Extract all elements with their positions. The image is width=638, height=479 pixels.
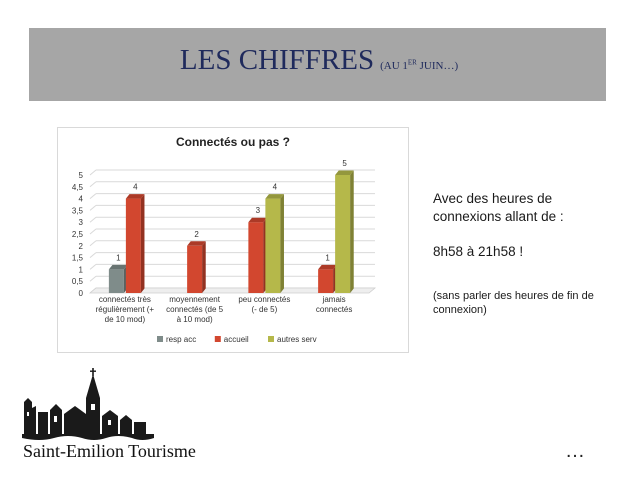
slide-subtitle <box>380 60 458 72</box>
side-text-line1: Avec des heures de <box>433 191 553 206</box>
gridline-depth <box>90 194 96 199</box>
data-label: 1 <box>116 253 121 263</box>
side-text-line3: 8h58 à 21h58 ! <box>433 244 524 259</box>
subtitle-post: JUIN…) <box>416 60 459 72</box>
bar <box>335 175 350 293</box>
data-label: 2 <box>194 229 199 239</box>
data-label: 4 <box>133 182 138 192</box>
gridline-depth <box>90 182 96 187</box>
y-tick-label: 2,5 <box>71 230 83 239</box>
legend-label: resp acc <box>166 335 197 344</box>
bar <box>109 269 124 293</box>
data-label: 5 <box>342 159 347 168</box>
bar <box>126 199 141 293</box>
bar <box>265 199 280 293</box>
legend-swatch <box>157 336 163 342</box>
chart-title: Connectés ou pas ? <box>175 135 291 149</box>
bar-side <box>202 241 206 293</box>
x-tick-label: à 10 mod) <box>176 315 213 324</box>
data-label: 4 <box>272 182 278 192</box>
y-tick-label: 4,5 <box>71 182 83 192</box>
gridline-depth <box>90 253 96 258</box>
x-tick-label: connectés <box>315 305 353 314</box>
more-ellipsis: … <box>565 440 586 462</box>
bar-side <box>350 171 354 294</box>
data-label: 1 <box>325 253 330 263</box>
x-tick-label: régulièrement (+ <box>95 305 155 314</box>
bar <box>187 246 202 293</box>
y-tick-label: 4 <box>78 194 83 204</box>
gridline-depth <box>90 205 96 210</box>
y-tick-label: 1 <box>78 265 83 275</box>
x-tick-label: de 10 mod) <box>104 315 146 324</box>
bar-chart <box>57 127 409 353</box>
bar-side <box>141 194 145 293</box>
subtitle-sup: ER <box>407 58 417 67</box>
gridline-depth <box>90 264 96 269</box>
y-tick-label: 2 <box>78 241 83 251</box>
slide-title <box>0 44 638 77</box>
y-tick-label: 0,5 <box>71 277 83 287</box>
bar <box>248 222 263 293</box>
gridline-depth <box>90 276 96 281</box>
x-tick-label: moyennement <box>169 295 220 304</box>
gridline-depth <box>90 217 96 222</box>
slide-title-main: LES CHIFFRES <box>179 44 375 76</box>
legend-swatch <box>268 336 274 342</box>
y-tick-label: 1,5 <box>71 253 83 263</box>
legend-swatch <box>215 336 221 342</box>
y-tick-label: 3 <box>78 218 83 228</box>
x-tick-label: connectés (de 5 <box>166 305 224 314</box>
side-text-line2: connexions allant de : <box>433 209 564 224</box>
legend-label: accueil <box>223 335 249 344</box>
y-tick-label: 0 <box>78 289 83 298</box>
x-tick-label: (- de 5) <box>251 305 278 314</box>
y-tick-label: 3,5 <box>71 206 83 216</box>
bar-side <box>280 194 284 293</box>
subtitle-pre: (AU 1 <box>380 60 408 72</box>
x-tick-label: jamais <box>322 295 346 304</box>
x-tick-label: connectés très <box>98 295 151 304</box>
y-tick-label: 5 <box>78 171 83 180</box>
gridline-depth <box>90 241 96 246</box>
logo-text: Saint-Emilion Tourisme <box>23 441 196 461</box>
gridline-depth <box>90 229 96 234</box>
legend-label: autres serv <box>277 335 317 344</box>
gridline-depth <box>90 170 96 175</box>
x-tick-label: peu connectés <box>238 295 291 304</box>
data-label: 3 <box>255 206 261 216</box>
bar <box>318 269 333 293</box>
side-note: (sans parler des heures de fin de connexion) <box>433 290 594 316</box>
